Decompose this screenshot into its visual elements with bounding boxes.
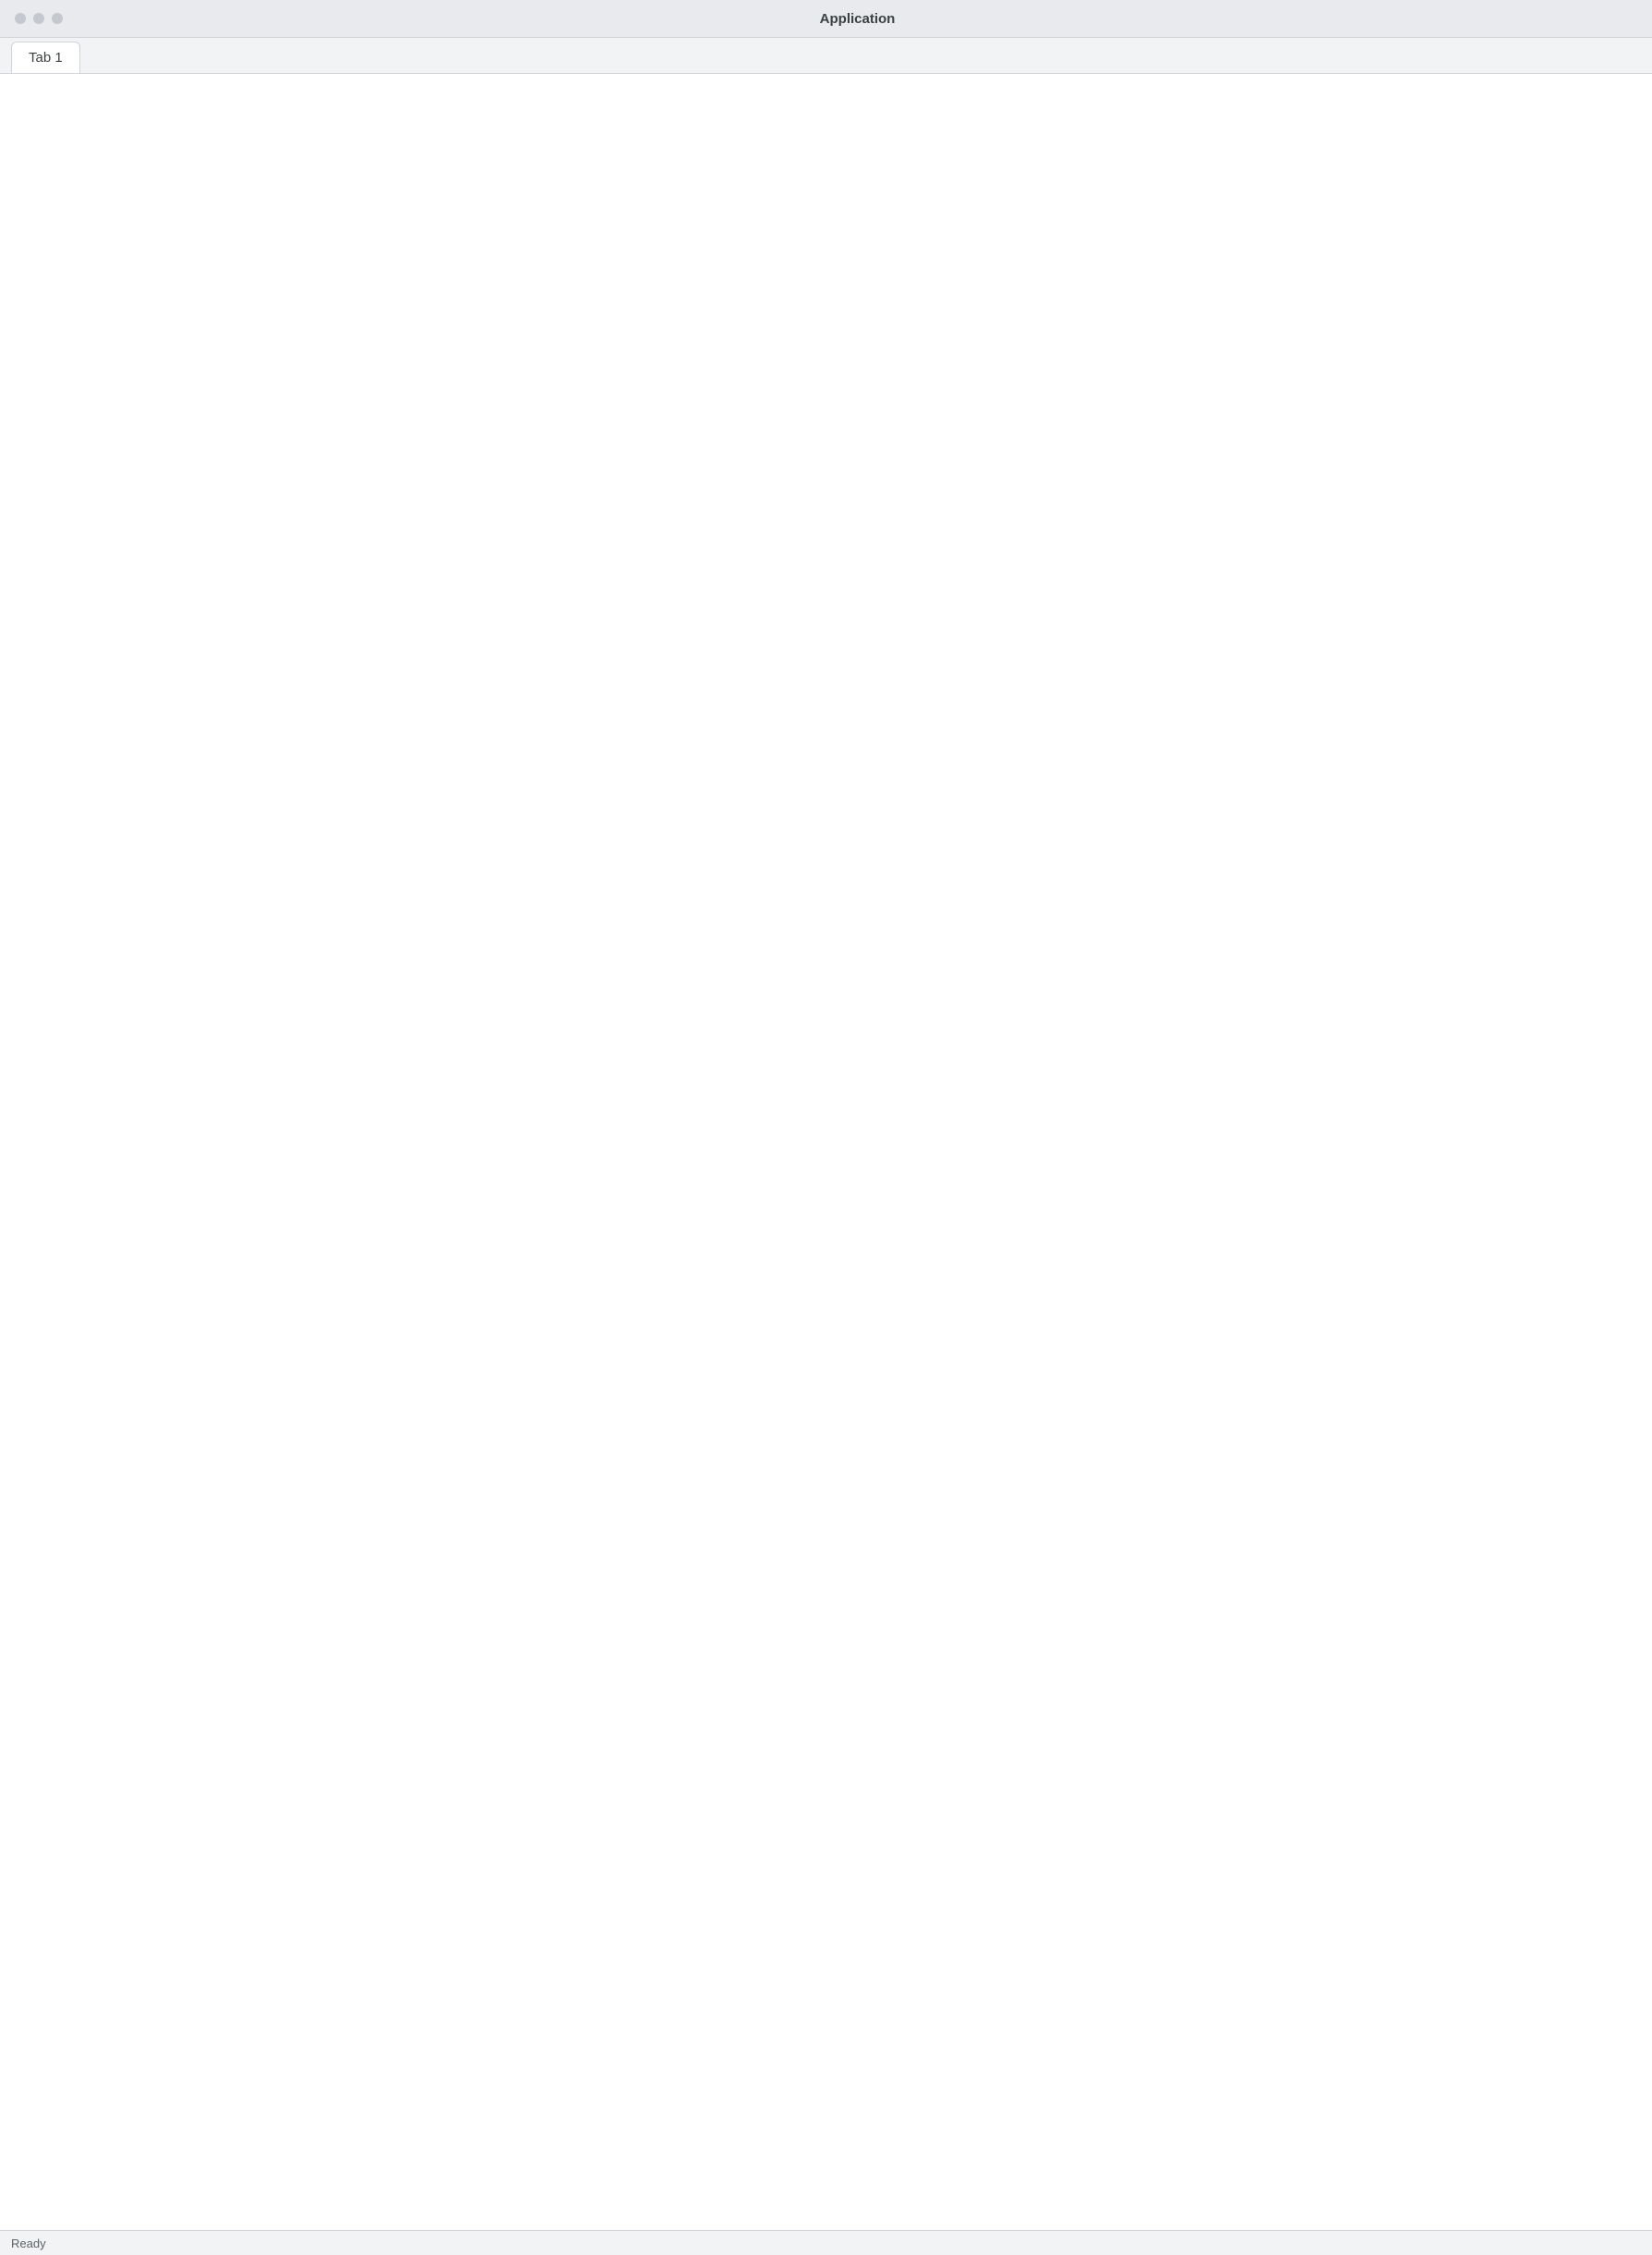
tab-1[interactable]: Tab 1 [11, 42, 80, 73]
tab-strip [0, 38, 1652, 74]
maximize-window-icon[interactable] [52, 13, 63, 24]
minimize-window-icon[interactable] [33, 13, 44, 24]
window-controls [15, 13, 63, 24]
window-title: Application [819, 10, 896, 27]
status-text: Ready [11, 2236, 46, 2250]
main-content [0, 74, 1652, 2230]
close-window-icon[interactable] [15, 13, 26, 24]
status-bar [0, 2230, 1652, 2255]
title-bar [0, 0, 1652, 38]
